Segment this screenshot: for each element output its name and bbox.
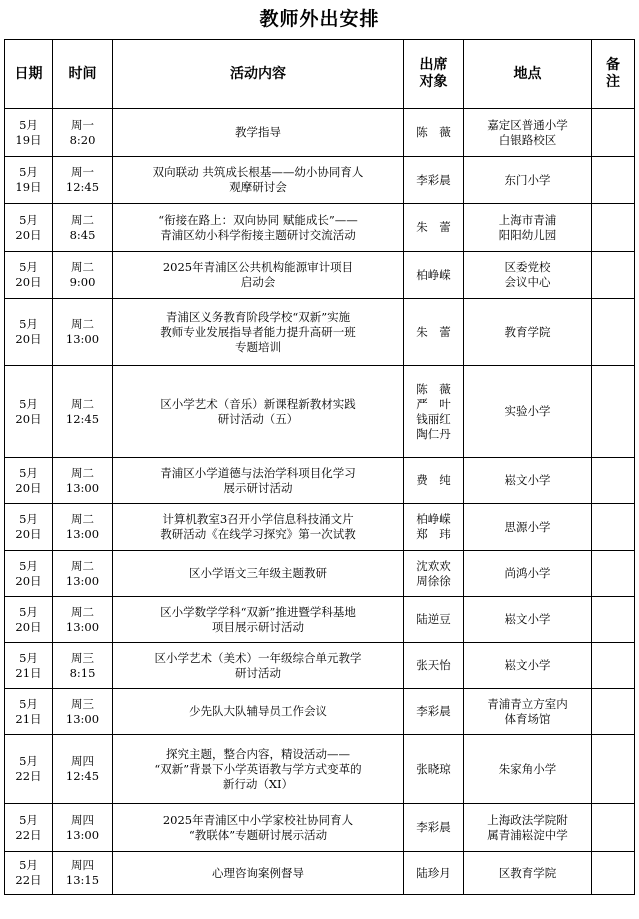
attendee-cell [404,735,464,804]
time-cell-line: 周三 [71,696,94,711]
time-cell-line: 13:00 [65,573,100,588]
time-cell-line: 周二 [71,512,94,526]
time-cell-line: 周二 [71,558,94,573]
schedule-table [4,39,635,895]
table-row [5,689,635,735]
attendee-cell [404,299,464,366]
location-cell-line: 崧文小学 [504,612,551,626]
time-cell-line: 13:00 [65,527,100,541]
location-cell [464,157,592,204]
note-cell [592,366,635,458]
activity-cell [113,504,404,551]
attendee-cell-line: 陈 薇 [416,125,451,139]
time-cell-line: 8:45 [69,227,96,242]
date-cell-line: 5月 [19,317,38,331]
time-cell [53,643,113,689]
date-cell [5,109,53,157]
note-cell [592,597,635,643]
activity-cell-line: 教学指导 [235,125,281,139]
time-cell-line: 13:00 [65,827,100,842]
date-cell-line: 20日 [15,573,42,588]
location-cell-line: 属青浦崧淀中学 [487,827,568,842]
activity-cell-line: 计算机教室3召开小学信息科技涌文片 [162,512,354,526]
activity-cell-line: “衔接在路上：双向协同 赋能成长”—— [158,212,358,227]
time-cell [53,804,113,852]
schedule-body [5,109,635,895]
activity-cell-line: 展示研讨活动 [223,480,293,495]
attendee-cell [404,804,464,852]
header-attendee [404,40,464,109]
attendee-cell-line: 张晓琼 [416,761,451,776]
location-cell [464,804,592,852]
location-cell-line: 上海市青浦 [498,212,557,227]
time-cell-line: 12:45 [65,411,100,426]
header-row [5,40,635,109]
activity-cell-line: 少先队大队辅导员工作会议 [189,704,327,718]
date-cell-line: 5月 [19,858,38,872]
activity-cell [113,299,404,366]
date-cell [5,299,53,366]
activity-cell-line: “双新”背景下小学英语教与学方式变革的 [154,761,362,776]
time-cell-line: 周二 [71,604,94,619]
date-cell-line: 20日 [15,332,42,346]
note-cell [592,109,635,157]
attendee-cell-line: 周徐徐 [416,573,451,588]
activity-cell-line: 双向联动 共筑成长根基——幼小协同育人 [152,165,364,179]
attendee-cell-line: 钱丽红 [416,411,451,426]
date-cell-line: 19日 [15,180,42,194]
date-cell [5,458,53,504]
date-cell-line: 5月 [19,696,38,711]
page-title: 教师外出安排 [259,8,380,30]
attendee-cell-line: 陈 薇 [416,381,451,396]
date-cell-line: 20日 [15,275,42,289]
date-cell-line: 5月 [19,396,38,411]
attendee-cell [404,689,464,735]
table-row [5,852,635,895]
location-cell-line: 青浦青立方室内 [487,696,568,711]
location-cell [464,204,592,252]
time-cell-line: 周一 [71,165,94,179]
note-cell [592,299,635,366]
table-row [5,735,635,804]
time-cell-line: 13:00 [65,332,100,346]
activity-cell-line: “教联体”专题研讨展示活动 [188,827,328,842]
activity-cell-line: 研讨活动（五） [217,411,299,426]
activity-cell-line: 青浦区小学道德与法治学科项目化学习 [160,465,356,480]
activity-cell [113,852,404,895]
attendee-cell [404,458,464,504]
date-cell-line: 5月 [19,604,38,619]
location-cell-line: 东门小学 [504,172,551,187]
attendee-cell-line: 沈欢欢 [416,558,451,573]
time-cell-line: 12:45 [65,769,100,783]
attendee-cell [404,252,464,299]
table-row [5,109,635,157]
table-row [5,204,635,252]
attendee-cell-line: 朱 蕾 [416,220,451,234]
activity-cell [113,643,404,689]
header-date: 日期 [5,40,53,109]
date-cell [5,504,53,551]
date-cell [5,551,53,597]
time-cell-line: 周四 [71,812,94,827]
activity-cell [113,109,404,157]
date-cell-line: 5月 [19,812,38,827]
date-cell [5,689,53,735]
location-cell-line: 阳阳幼儿园 [498,227,557,242]
activity-cell-line: 区小学艺术（美术）一年级综合单元教学 [154,650,362,665]
location-cell [464,252,592,299]
time-cell-line: 周二 [71,260,94,274]
attendee-cell-line: 陶仁丹 [416,426,451,441]
activity-cell-line: 教研活动《在线学习探究》第一次试教 [160,527,356,541]
attendee-cell-line: 陆逆豆 [416,612,451,626]
date-cell-line: 5月 [19,117,38,132]
header-note-line1: 备 [606,57,620,73]
attendee-cell-line: 柏峥嵘 [416,512,451,526]
activity-cell-line: 心理咨询案例督导 [212,865,304,880]
time-cell-line: 周二 [71,212,94,227]
attendee-cell-line: 柏峥嵘 [416,267,451,282]
table-row [5,551,635,597]
location-cell-line: 崧文小学 [504,473,551,487]
attendee-cell-line: 张天怡 [416,658,451,672]
attendee-cell-line: 朱 蕾 [416,324,451,339]
note-cell [592,689,635,735]
location-cell [464,852,592,895]
time-cell [53,735,113,804]
date-cell-line: 22日 [15,827,42,842]
location-cell [464,643,592,689]
location-cell-line: 实验小学 [504,404,551,418]
location-cell [464,366,592,458]
location-cell [464,458,592,504]
time-cell-line: 周二 [71,317,94,331]
date-cell-line: 20日 [15,619,42,634]
note-cell [592,551,635,597]
activity-cell-line: 项目展示研讨活动 [212,619,304,634]
date-cell-line: 5月 [19,512,38,526]
activity-cell [113,252,404,299]
date-cell-line: 5月 [19,650,38,665]
header-activity: 活动内容 [113,40,404,109]
time-cell [53,299,113,366]
header-attendee-line1: 出席 [419,57,448,73]
time-cell [53,157,113,204]
activity-cell-line: 区小学数学学科“双新”推进暨学科基地 [160,604,356,619]
attendee-cell [404,504,464,551]
time-cell [53,597,113,643]
location-cell-line: 区教育学院 [498,865,557,880]
location-cell-line: 思源小学 [504,519,551,534]
header-time: 时间 [53,40,113,109]
attendee-cell-line: 李彩晨 [416,820,451,834]
note-cell [592,458,635,504]
activity-cell-line: 新行动（XI） [222,776,294,791]
attendee-cell-line: 严 叶 [416,396,451,411]
table-row [5,458,635,504]
header-note-line2: 注 [606,74,620,90]
location-cell-line: 朱家角小学 [498,761,557,776]
time-cell-line: 13:00 [65,619,100,634]
activity-cell [113,204,404,252]
table-row [5,299,635,366]
activity-cell-line: 2025年青浦区公共机构能源审计项目 [162,260,354,274]
note-cell [592,504,635,551]
date-cell-line: 21日 [15,665,42,680]
time-cell-line: 周四 [71,754,94,768]
location-cell [464,551,592,597]
time-cell [53,852,113,895]
attendee-cell [404,157,464,204]
date-cell-line: 22日 [15,873,42,887]
time-cell-line: 8:20 [69,132,96,147]
attendee-cell-line: 郑 玮 [416,527,451,541]
activity-cell-line: 研讨活动 [235,665,281,680]
date-cell-line: 20日 [15,227,42,242]
date-cell-line: 5月 [19,558,38,573]
note-cell [592,204,635,252]
time-cell [53,504,113,551]
activity-cell-line: 区小学语文三年级主题教研 [189,566,327,580]
activity-cell-line: 探究主题，整合内容，精设活动—— [166,746,350,761]
location-cell [464,299,592,366]
activity-cell-line: 青浦区义务教育阶段学校“双新”实施 [165,309,351,324]
date-cell-line: 20日 [15,411,42,426]
date-cell-line: 5月 [19,165,38,179]
attendee-cell [404,366,464,458]
note-cell [592,804,635,852]
table-row [5,157,635,204]
attendee-cell-line: 李彩晨 [416,172,451,187]
date-cell [5,157,53,204]
date-cell-line: 20日 [15,527,42,541]
header-location: 地点 [464,40,592,109]
time-cell-line: 周三 [71,650,94,665]
time-cell [53,458,113,504]
activity-cell [113,366,404,458]
time-cell [53,366,113,458]
activity-cell [113,735,404,804]
time-cell-line: 13:15 [65,873,100,887]
location-cell [464,735,592,804]
date-cell-line: 5月 [19,212,38,227]
time-cell-line: 13:00 [65,711,100,726]
date-cell-line: 5月 [19,465,38,480]
date-cell-line: 5月 [19,260,38,274]
date-cell-line: 19日 [15,132,42,147]
activity-cell-line: 青浦区幼小科学衔接主题研讨交流活动 [160,227,356,242]
date-cell [5,735,53,804]
date-cell-line: 5月 [19,754,38,768]
activity-cell-line: 区小学艺术（音乐）新课程新教材实践 [160,396,356,411]
attendee-cell [404,109,464,157]
table-row [5,366,635,458]
date-cell-line: 21日 [15,711,42,726]
activity-cell [113,458,404,504]
location-cell [464,689,592,735]
location-cell-line: 体育场馆 [504,711,551,726]
activity-cell [113,157,404,204]
activity-cell-line: 2025年青浦区中小学家校社协同育人 [162,812,354,827]
location-cell-line: 会议中心 [504,275,551,289]
attendee-cell [404,643,464,689]
note-cell [592,735,635,804]
time-cell-line: 周二 [71,396,94,411]
attendee-cell [404,551,464,597]
location-cell-line: 尚鸿小学 [504,566,551,580]
time-cell-line: 周四 [71,858,94,872]
time-cell [53,109,113,157]
date-cell [5,597,53,643]
table-row [5,804,635,852]
note-cell [592,852,635,895]
activity-cell-line: 观摩研讨会 [229,180,287,194]
note-cell [592,157,635,204]
header-note [592,40,635,109]
location-cell-line: 上海政法学院附 [487,812,568,827]
attendee-cell [404,597,464,643]
attendee-cell-line: 陆珍月 [416,865,451,880]
location-cell [464,597,592,643]
location-cell-line: 教育学院 [504,324,551,339]
table-row [5,643,635,689]
activity-cell [113,551,404,597]
location-cell [464,504,592,551]
date-cell [5,643,53,689]
time-cell-line: 9:00 [69,275,96,289]
location-cell-line: 区委党校 [504,260,551,274]
table-row [5,597,635,643]
date-cell-line: 20日 [15,480,42,495]
note-cell [592,643,635,689]
time-cell-line: 周二 [71,465,94,480]
time-cell [53,204,113,252]
header-attendee-line2: 对象 [419,74,448,90]
date-cell [5,204,53,252]
activity-cell [113,804,404,852]
activity-cell-line: 专题培训 [235,339,281,354]
attendee-cell [404,204,464,252]
location-cell [464,109,592,157]
activity-cell-line: 教师专业发展指导者能力提升高研一班 [160,324,356,339]
note-cell [592,252,635,299]
time-cell-line: 周一 [71,117,94,132]
date-cell [5,366,53,458]
table-row [5,252,635,299]
activity-cell [113,597,404,643]
attendee-cell-line: 李彩晨 [416,704,451,718]
time-cell [53,551,113,597]
time-cell-line: 13:00 [65,480,100,495]
activity-cell [113,689,404,735]
time-cell [53,689,113,735]
time-cell-line: 12:45 [65,180,100,194]
date-cell [5,852,53,895]
date-cell [5,804,53,852]
date-cell [5,252,53,299]
table-row [5,504,635,551]
activity-cell-line: 启动会 [240,275,276,289]
time-cell [53,252,113,299]
location-cell-line: 白银路校区 [498,132,557,147]
attendee-cell [404,852,464,895]
location-cell-line: 崧文小学 [504,658,551,672]
attendee-cell-line: 费 纯 [416,473,451,487]
date-cell-line: 22日 [15,769,42,783]
time-cell-line: 8:15 [69,665,96,680]
location-cell-line: 嘉定区普通小学 [487,117,568,132]
